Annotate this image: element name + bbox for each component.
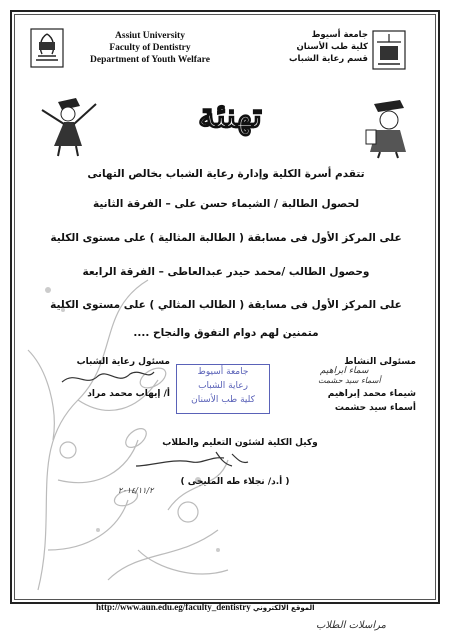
graduate-boy-illustration — [356, 96, 416, 160]
youth-welfare-officer-title: مسئول رعاية الشباب — [76, 357, 170, 367]
body-line-1: تتقدم أسرة الكلية وإدارة رعاية الشباب بخالص التهانى — [87, 168, 365, 180]
handwritten-date: ٢٠١٤/١١/٢ — [118, 486, 154, 495]
body-line-2: لحصول الطالبة / الشيماء حسن على – الفرقة الثانية — [92, 198, 360, 210]
activity-officer-name-1: شيماء محمد إبراهيم — [327, 389, 416, 399]
footer-url: http://www.aun.edu.eg/faculty_dentistry — [96, 602, 251, 612]
stamp-line-3: كلية طب الأسنان — [191, 395, 255, 405]
official-stamp — [176, 364, 270, 414]
body-line-4: وحصول الطالب /محمد حيدر عبدالعاطى – الفرقة الرابعة — [82, 266, 370, 278]
header-ar-department: قسم رعاية الشباب — [289, 54, 368, 64]
university-logo-left — [30, 28, 64, 68]
vice-dean-signature — [132, 448, 252, 474]
header-english — [80, 30, 220, 66]
header-arabic — [268, 29, 368, 65]
header-ar-university: جامعة أسيوط — [311, 30, 368, 40]
activity-officers-title: مسئولى النشاط — [344, 357, 416, 367]
handwritten-bottom-note: مراسلات الطلاب — [316, 620, 386, 631]
vice-dean-name: ( أ.د/ نجلاء طه المليجى ) — [180, 477, 290, 487]
body-line-3: على المركز الأول فى مسابقة ( الطالبة المثالية ) على مستوى الكلية — [50, 232, 402, 244]
header-ar-faculty: كلية طب الأسنان — [296, 42, 368, 52]
handwritten-name-2: أسماء سيد حشمت — [318, 376, 381, 385]
youth-welfare-officer-name: أ/ إيهاب محمد مراد — [87, 389, 170, 399]
header-en-university: Assiut University — [115, 31, 185, 41]
graduate-girl-illustration — [36, 96, 106, 158]
handwritten-name-1: سماء ابراهيم — [320, 366, 369, 376]
body-line-5: على المركز الأول فى مسابقة ( الطالب المثالي ) على مستوى الكلية — [50, 299, 402, 311]
faculty-logo-right — [372, 30, 406, 70]
header-en-faculty: Faculty of Dentistry — [109, 43, 191, 53]
header-en-department: Department of Youth Welfare — [90, 55, 210, 65]
body-line-6: متمنين لهم دوام التفوق والنجاح .... — [133, 327, 319, 339]
stamp-line-2: رعاية الشباب — [198, 381, 248, 391]
stamp-line-1: جامعة أسيوط — [197, 367, 249, 377]
footer-label: الموقع الالكتروني — [253, 604, 315, 612]
vice-dean-title: وكيل الكلية لشئون التعليم والطلاب — [162, 438, 318, 448]
footer — [96, 602, 426, 612]
congratulations-title: تهنئة — [198, 96, 262, 136]
activity-officer-name-2: أسماء سيد حشمت — [334, 403, 416, 413]
signature-scribble-left — [58, 368, 158, 390]
